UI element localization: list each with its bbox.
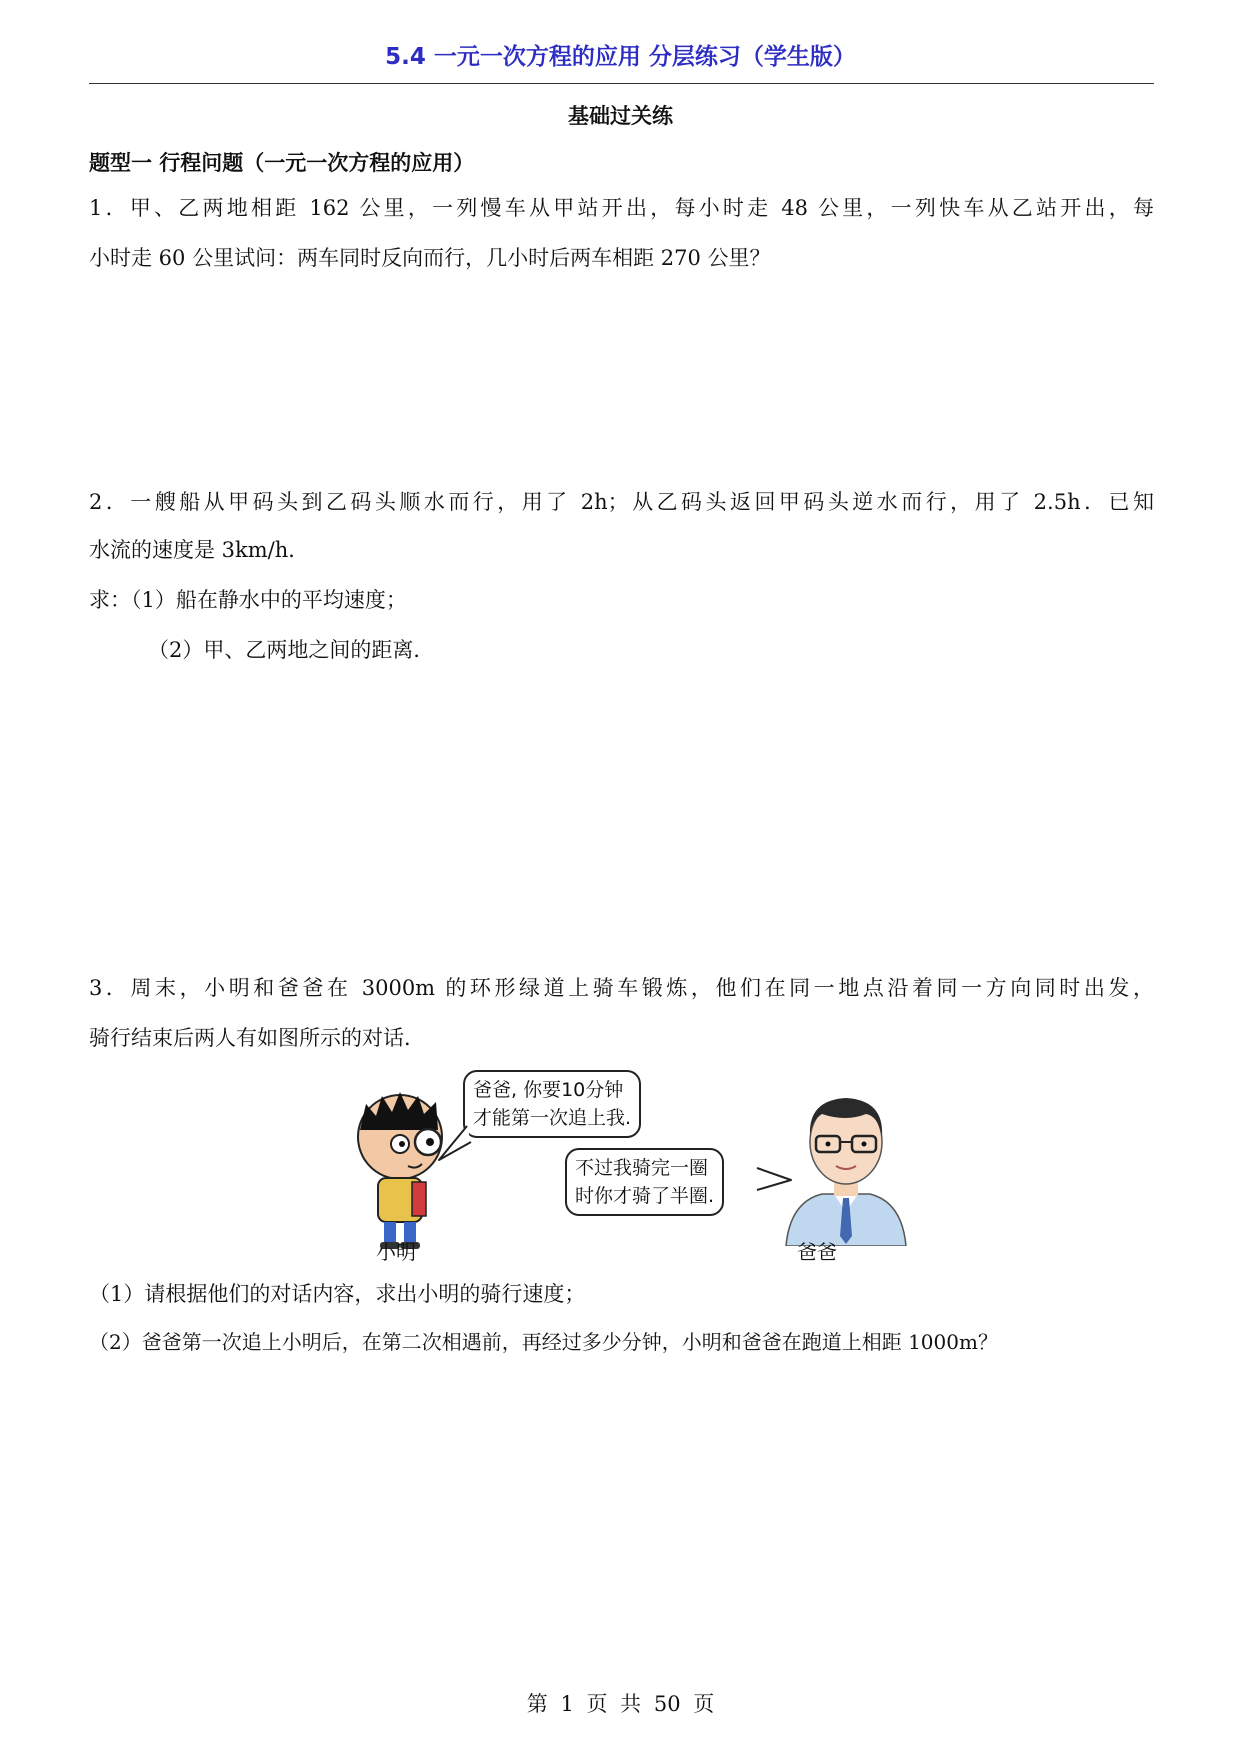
question-1-line-1: 1．甲、乙两地相距 162 公里，一列慢车从甲站开出，每小时走 48 公里，一列快车从乙站开出，每 (89, 196, 1154, 220)
question-type-heading: 题型一 行程问题（一元一次方程的应用） (89, 151, 475, 175)
bubble-1-line-1: 爸爸, 你要10分钟 (473, 1079, 624, 1101)
speech-tail-left (435, 1124, 475, 1164)
speech-bubble-father (565, 1148, 724, 1216)
question-2-line-2: 水流的速度是 3km/h． (89, 538, 310, 562)
caption-father: 爸爸 (797, 1240, 837, 1264)
speech-bubble-xiaoming (463, 1070, 641, 1138)
question-3-line-1: 3．周末，小明和爸爸在 3000m 的环形绿道上骑车锻炼，他们在同一地点沿着同一方向同时出发， (89, 976, 1154, 1000)
question-3-sub-1: （1）请根据他们的对话内容，求出小明的骑行速度； (89, 1282, 586, 1306)
question-3-sub-2: （2）爸爸第一次追上小明后，在第二次相遇前，再经过多少分钟，小明和爸爸在跑道上相距 1000m？ (89, 1330, 998, 1354)
dialogue-figure (330, 1062, 930, 1262)
page-footer: 第 1 页 共 50 页 (526, 1692, 715, 1716)
father-illustration (782, 1086, 912, 1246)
question-1-line-2: 小时走 60 公里试问：两车同时反向而行，几小时后两车相距 270 公里？ (89, 246, 771, 270)
caption-xiaoming: 小明 (376, 1240, 416, 1264)
question-3-line-2: 骑行结束后两人有如图所示的对话． (89, 1026, 425, 1050)
question-2-line-4: （2）甲、乙两地之间的距离． (148, 638, 435, 662)
page-title: 5.4 一元一次方程的应用 分层练习（学生版） (385, 44, 856, 70)
bubble-2-line-1: 不过我骑完一圈 (575, 1157, 709, 1179)
xiaoming-illustration (342, 1082, 472, 1252)
bubble-2-line-2: 时你才骑了半圈. (575, 1185, 715, 1207)
question-2-line-1: 2．一艘船从甲码头到乙码头顺水而行，用了 2h；从乙码头返回甲码头逆水而行，用了 2.5h．已知 (89, 490, 1154, 514)
bubble-1-line-2: 才能第一次追上我. (473, 1107, 632, 1129)
question-2-line-3: 求：（1）船在静水中的平均速度； (89, 588, 407, 612)
speech-tail-right (755, 1162, 795, 1202)
section-title: 基础过关练 (568, 104, 673, 128)
header-divider (89, 83, 1154, 84)
